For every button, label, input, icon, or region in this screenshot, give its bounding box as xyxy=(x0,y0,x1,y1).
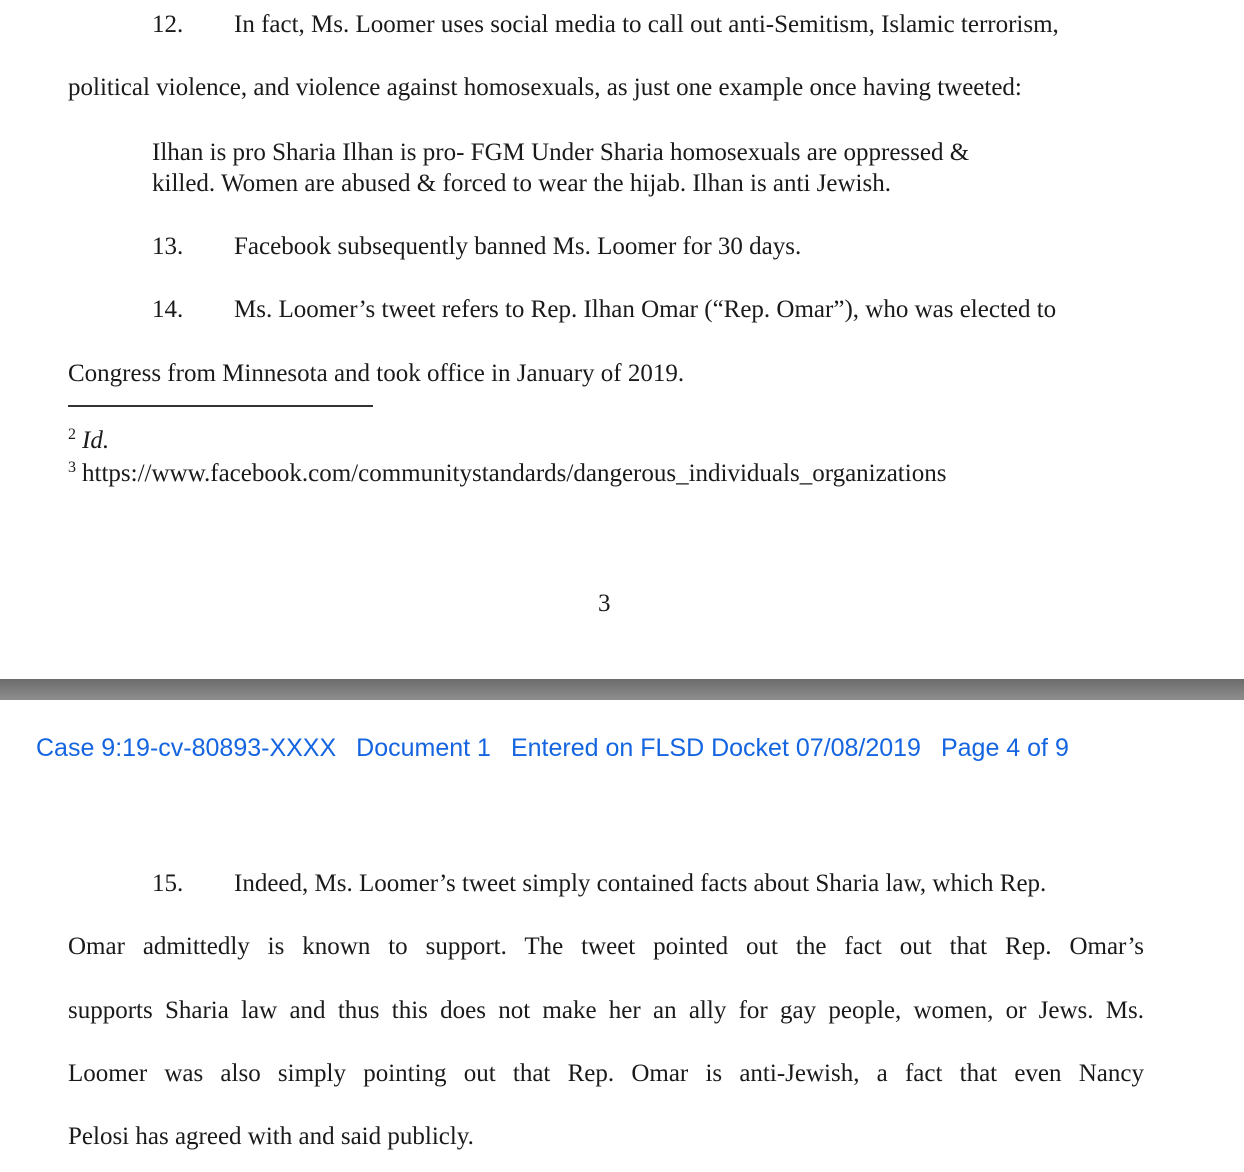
footnote-2 xyxy=(68,420,109,456)
footnote-3-url: https://www.facebook.com/communitystandards/dangerous_individuals_organizations xyxy=(82,460,947,487)
paragraph-13-line-1: Facebook subsequently banned Ms. Loomer for 30 days. xyxy=(234,233,802,260)
paragraph-14-number: 14. xyxy=(152,296,184,323)
paragraph-15-line-2: Omar admittedly is known to support. The tweet pointed out the fact out that Rep. Omar’s xyxy=(68,933,1144,960)
document-number: Document 1 xyxy=(356,734,491,762)
footnote-separator xyxy=(68,405,373,407)
page-separator xyxy=(0,679,1244,700)
paragraph-15-line-4: Loomer was also simply pointing out that Rep. Omar is anti-Jewish, a fact that even Nancy xyxy=(68,1060,1144,1087)
paragraph-14-line-1: Ms. Loomer’s tweet refers to Rep. Ilhan Omar (“Rep. Omar”), who was elected to xyxy=(234,296,1057,323)
page-of-total: Page 4 of 9 xyxy=(940,734,1069,762)
tweet-quote-line-1: Ilhan is pro Sharia Ilhan is pro- FGM Under Sharia homosexuals are oppressed & xyxy=(152,139,970,166)
tweet-quote-line-2: killed. Women are abused & forced to wear the hijab. Ilhan is anti Jewish. xyxy=(152,170,891,197)
page-number: 3 xyxy=(598,590,611,617)
paragraph-13-number: 13. xyxy=(152,233,184,260)
footnote-2-text: Id. xyxy=(82,427,110,454)
paragraph-12-line-2: political violence, and violence against homosexuals, as just one example once having tweeted: xyxy=(68,74,1022,101)
case-header xyxy=(36,732,1089,764)
paragraph-15-line-1: Indeed, Ms. Loomer’s tweet simply contained facts about Sharia law, which Rep. xyxy=(234,870,1047,897)
case-number: Case 9:19-cv-80893-XXXX xyxy=(36,734,337,762)
docket-entry: Entered on FLSD Docket 07/08/2019 xyxy=(510,734,921,762)
paragraph-12-line-1: In fact, Ms. Loomer uses social media to call out anti-Semitism, Islamic terrorism, xyxy=(234,11,1059,38)
footnote-3 xyxy=(68,453,946,489)
paragraph-12-number: 12. xyxy=(152,11,184,38)
paragraph-15-line-3: supports Sharia law and thus this does not make her an ally for gay people, women, or Jews. Ms. xyxy=(68,997,1144,1024)
footnote-3-marker: 3 xyxy=(68,459,76,476)
footnote-2-marker: 2 xyxy=(68,426,76,443)
paragraph-14-line-2: Congress from Minnesota and took office in January of 2019. xyxy=(68,360,685,387)
paragraph-15-number: 15. xyxy=(152,870,184,897)
paragraph-15-line-5: Pelosi has agreed with and said publicly. xyxy=(68,1123,474,1150)
